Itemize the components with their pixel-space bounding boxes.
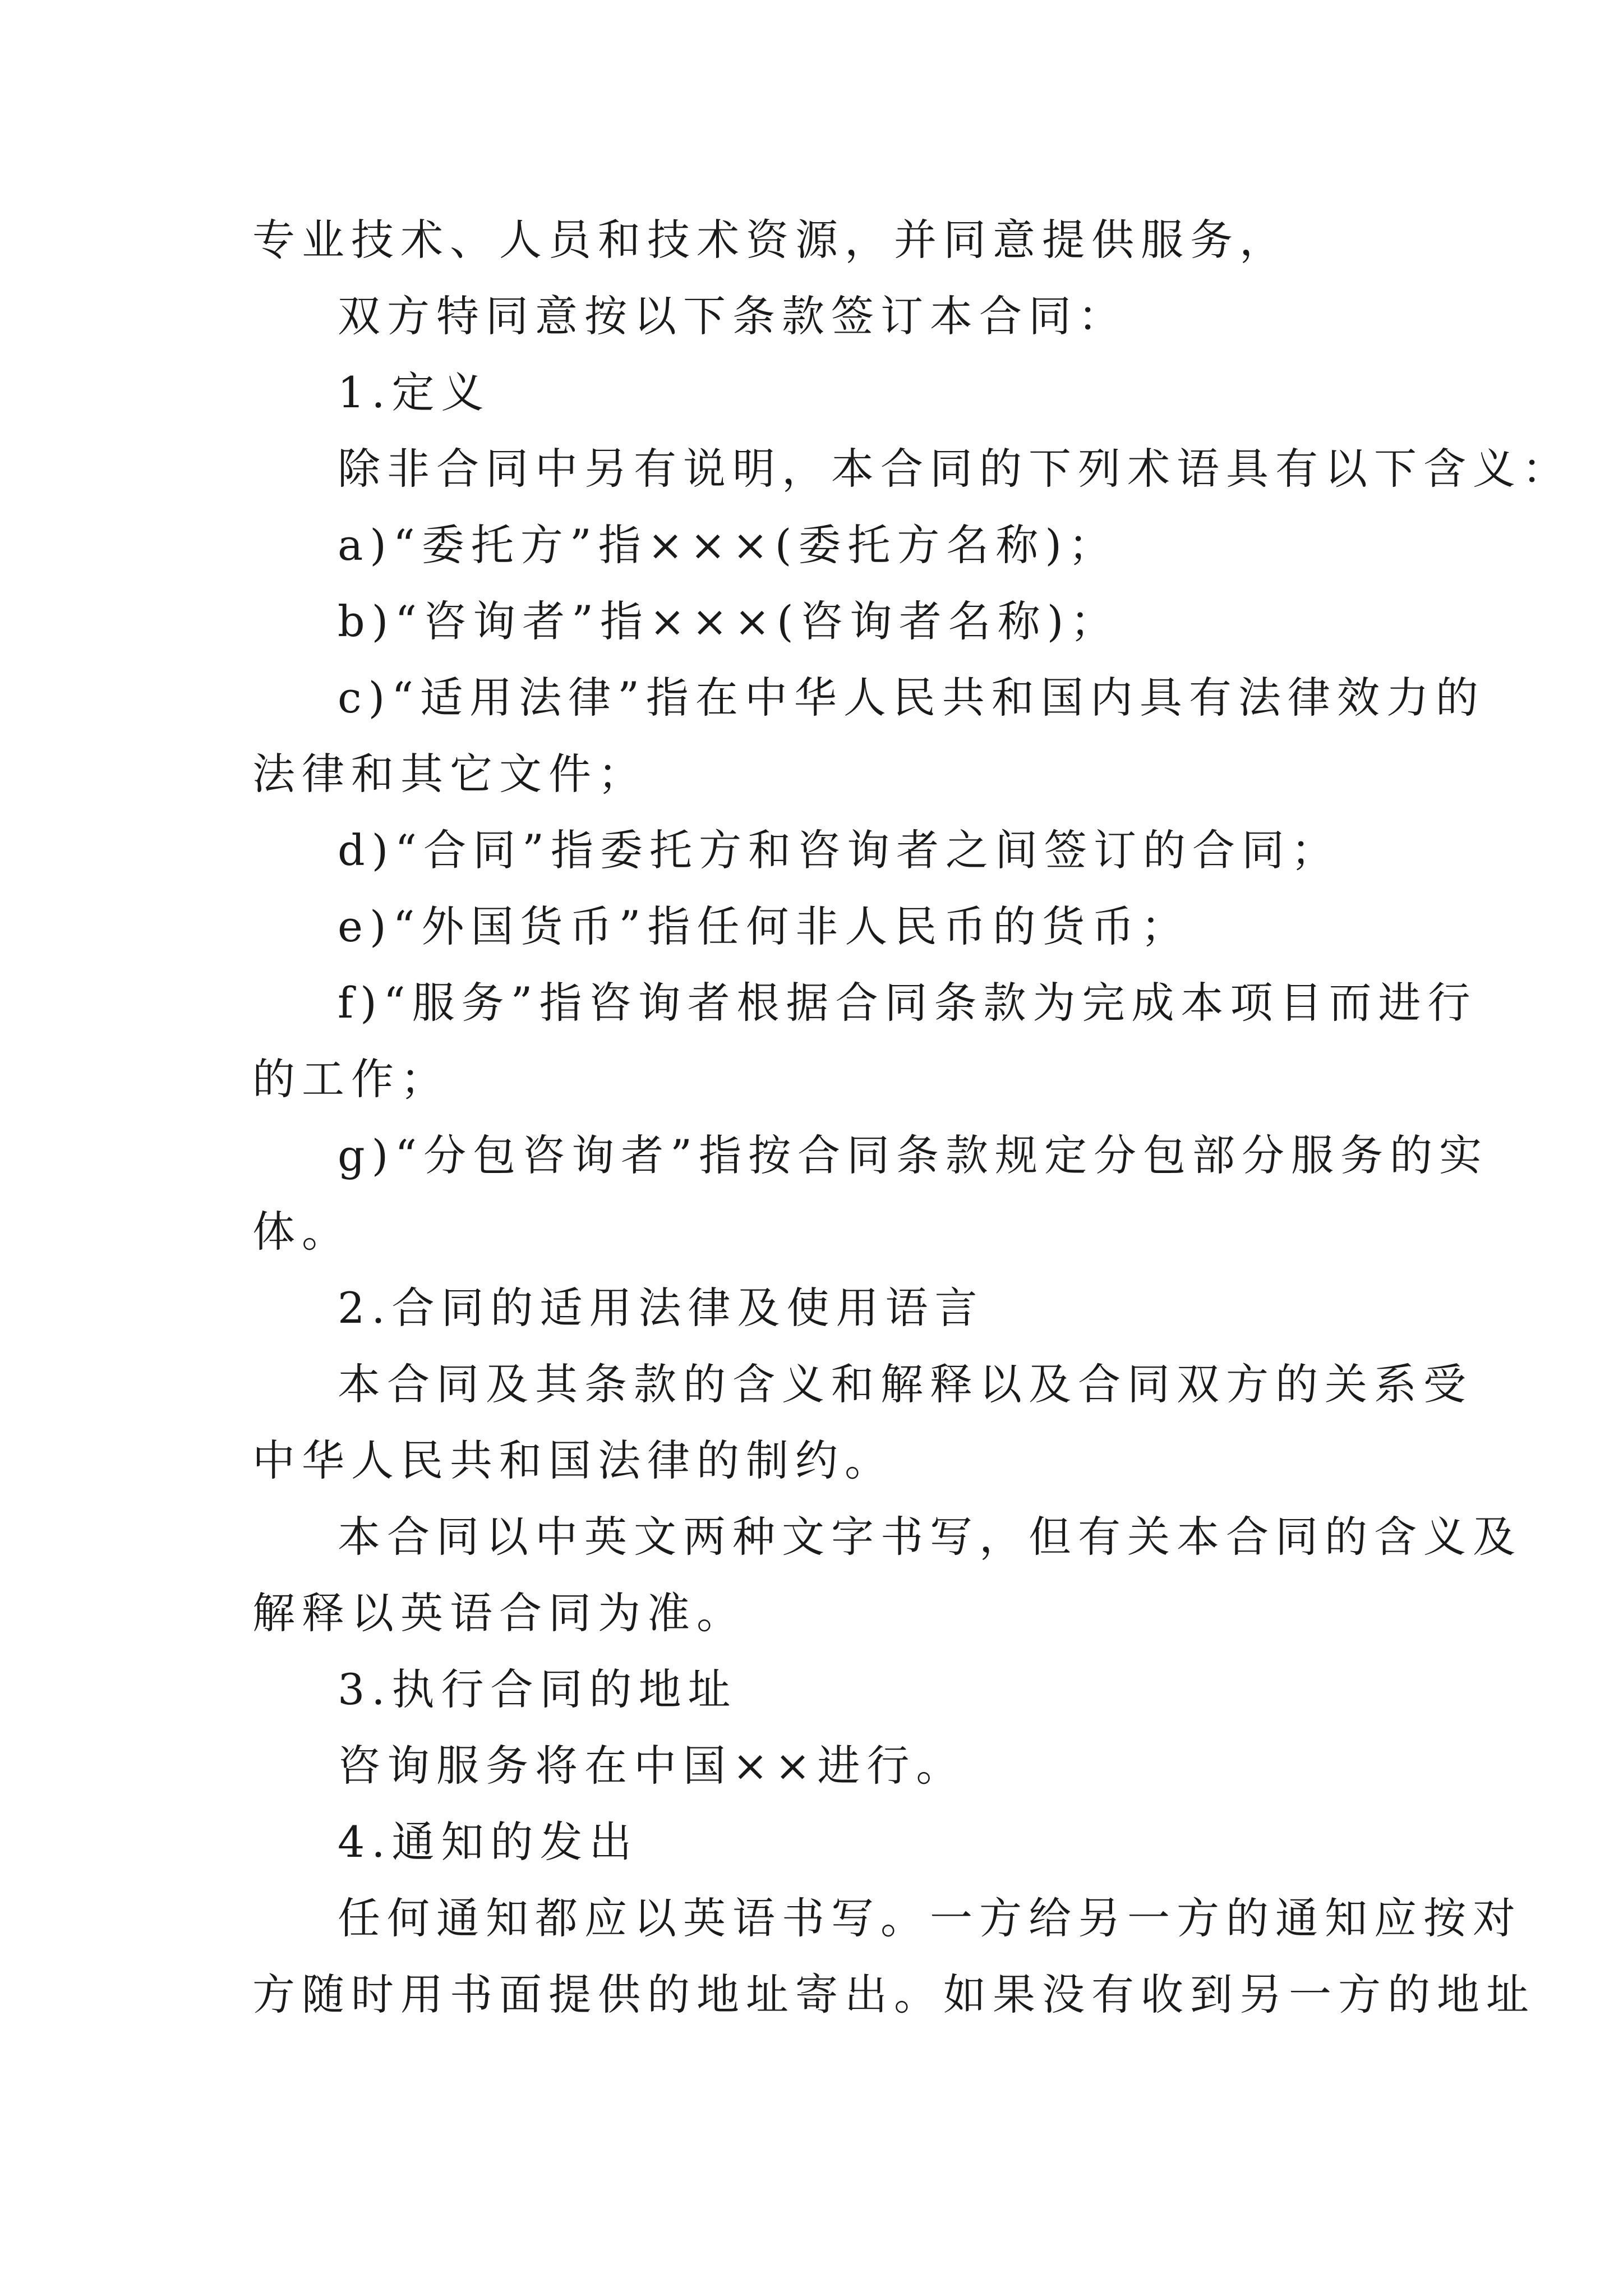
text-line: 本合同以中英文两种文字书写，但有关本合同的含义及: [338, 1512, 1522, 1562]
definition-item: f)“服务”指咨询者根据合同条款为完成本项目而进行: [338, 978, 1477, 1028]
section-heading: 4.通知的发出: [338, 1817, 639, 1867]
definition-item: b)“咨询者”指×××(咨询者名称)；: [338, 596, 1120, 646]
text-line: 咨询服务将在中国××进行。: [338, 1741, 966, 1791]
text-line: 的工作；: [252, 1054, 450, 1104]
text-line: 中华人民共和国法律的制约。: [252, 1435, 894, 1485]
text-line: 双方特同意按以下条款签订本合同：: [338, 291, 1127, 341]
section-heading: 2.合同的适用法律及使用语言: [338, 1283, 984, 1333]
definition-item: d)“合同”指委托方和咨询者之间签订的合同；: [338, 825, 1341, 875]
text-line: 解释以英语合同为准。: [252, 1588, 746, 1638]
section-heading: 1.定义: [338, 367, 491, 417]
text-line: 体。: [252, 1207, 351, 1257]
text-line: 法律和其它文件；: [252, 749, 647, 799]
text-line: 专业技术、人员和技术资源，并同意提供服务，: [252, 215, 1289, 265]
text-line: 方随时用书面提供的地址寄出。如果没有收到另一方的地址: [252, 1970, 1536, 2019]
section-heading: 3.执行合同的地址: [338, 1664, 737, 1714]
text-line: 除非合同中另有说明，本合同的下列术语具有以下含义：: [338, 444, 1571, 494]
definition-item: a)“委托方”指×××(委托方名称)；: [338, 520, 1118, 570]
text-line: 任何通知都应以英语书写。一方给另一方的通知应按对: [338, 1893, 1522, 1943]
definition-item: g)“分包咨询者”指按合同条款规定分包部分服务的实: [338, 1130, 1489, 1180]
contract-text: [252, 202, 1571, 2033]
text-line: 本合同及其条款的含义和解释以及合同双方的关系受: [338, 1359, 1473, 1409]
definition-item: c)“适用法律”指在中华人民共和国内具有法律效力的: [338, 673, 1485, 723]
definition-item: e)“外国货币”指任何非人民币的货币；: [338, 901, 1191, 951]
